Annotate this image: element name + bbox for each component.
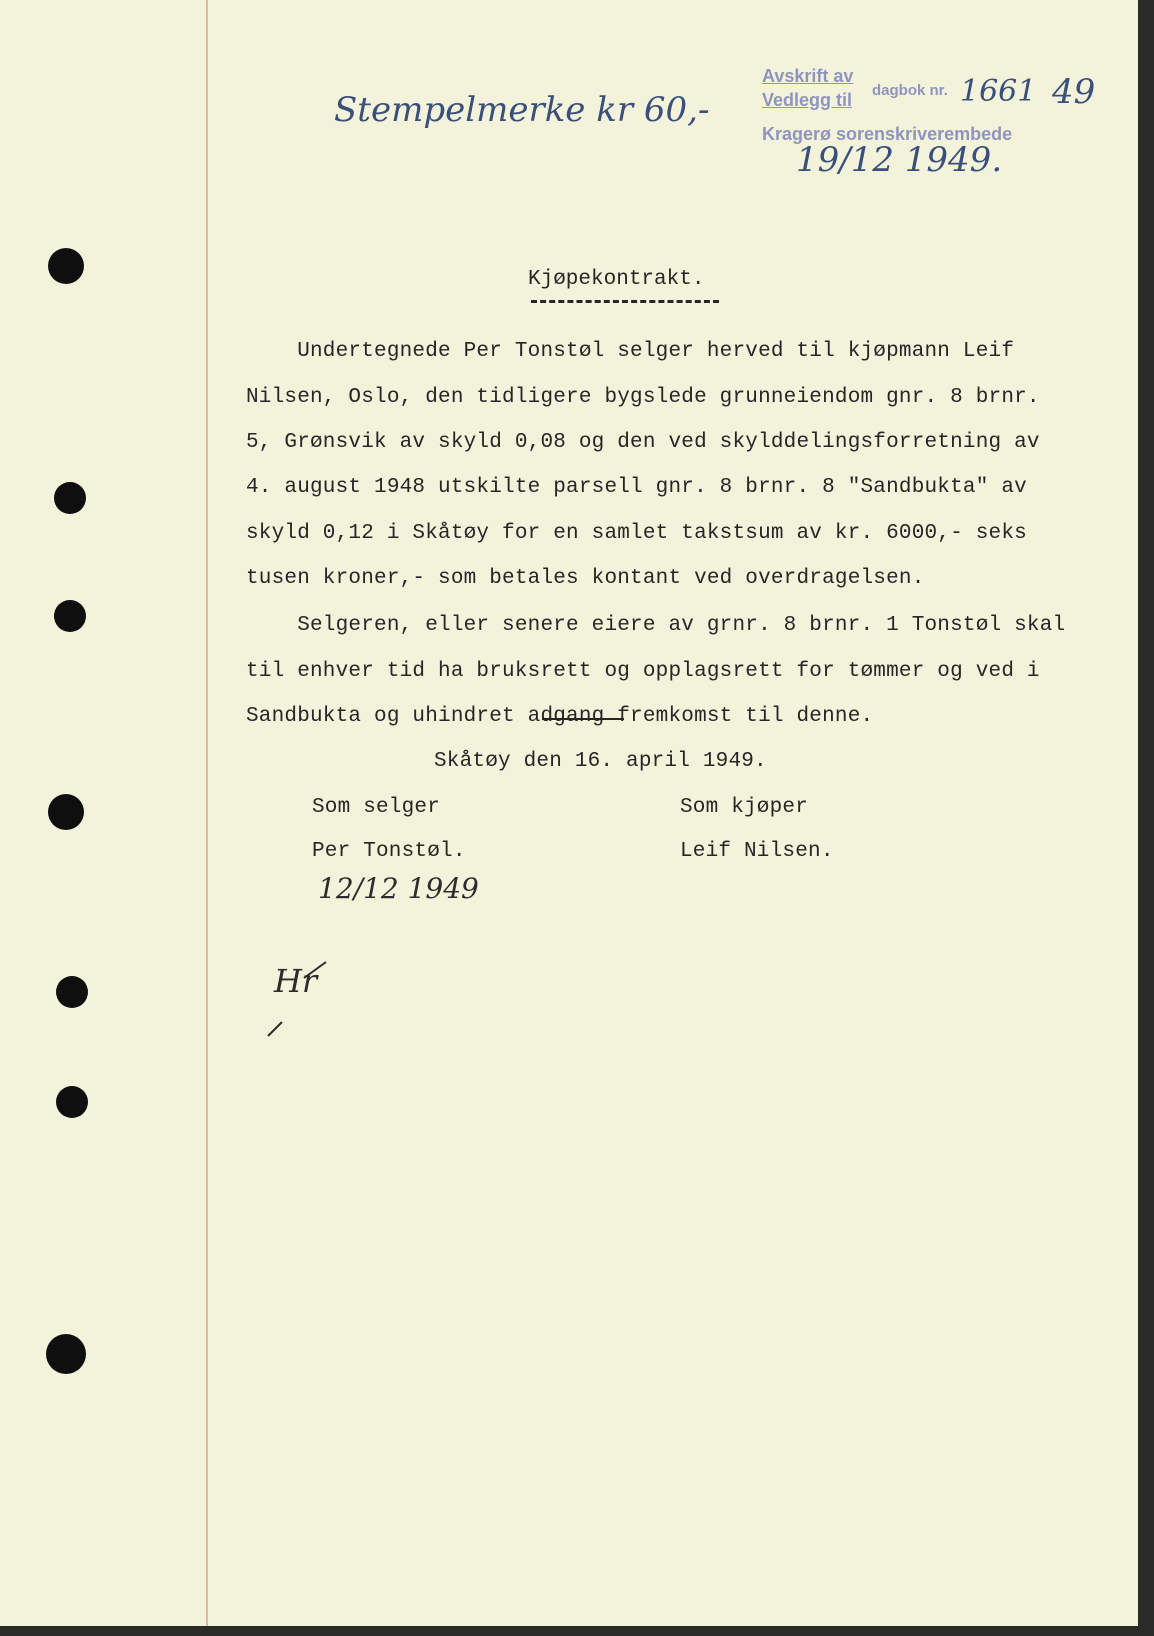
body-line: Selgeren, eller senere eiere av grnr. 8 brnr. 1 Tonstøl skal: [246, 614, 1066, 637]
stamp-line-2: Vedlegg til: [762, 90, 853, 110]
initials-flourish: [264, 958, 344, 1038]
stamp-date: 19/12 1949.: [796, 140, 1003, 180]
stamp-dagbok-label: dagbok nr.: [872, 82, 948, 99]
title-underline: [531, 300, 719, 303]
body-line: 5, Grønsvik av skyld 0,08 og den ved skylddelingsforretning av: [246, 431, 1040, 454]
punch-hole: [56, 1086, 88, 1118]
seller-label: Som selger: [312, 796, 441, 819]
buyer-name: Leif Nilsen.: [680, 840, 834, 863]
body-line: skyld 0,12 i Skåtøy for en samlet takstsum av kr. 6000,- seks: [246, 522, 1027, 545]
margin-line: [206, 0, 208, 1626]
body-line: Sandbukta og uhindret adgang fremkomst til denne.: [246, 705, 874, 728]
buyer-label: Som kjøper: [680, 796, 809, 819]
stamp-line-1: Avskrift av: [762, 66, 854, 86]
initials: Hr: [274, 962, 318, 1000]
handwritten-date: 12/12 1949: [318, 872, 479, 905]
punch-hole: [46, 1334, 86, 1374]
document-title: Kjøpekontrakt.: [528, 268, 705, 291]
punch-hole: [56, 976, 88, 1008]
stamp-dagbok-year: 49: [1052, 72, 1096, 112]
punch-hole: [54, 600, 86, 632]
body-line: 4. august 1948 utskilte parsell gnr. 8 brnr. 8 "Sandbukta" av: [246, 476, 1027, 499]
stamp-line-3: Kragerø sorenskriverembede: [762, 124, 1013, 144]
place-date: Skåtøy den 16. april 1949.: [434, 750, 767, 773]
seller-name: Per Tonstøl.: [312, 840, 466, 863]
strikethrough-mark: [542, 718, 624, 720]
punch-hole: [48, 794, 84, 830]
punch-hole: [48, 248, 84, 284]
header-note: Stempelmerke kr 60,-: [334, 90, 710, 130]
punch-hole: [54, 482, 86, 514]
body-line: tusen kroner,- som betales kontant ved overdragelsen.: [246, 567, 925, 590]
stamp-dagbok-number: 1661: [960, 74, 1037, 109]
body-line: Undertegnede Per Tonstøl selger herved til kjøpmann Leif: [246, 340, 1015, 363]
body-line: Nilsen, Oslo, den tidligere bygslede grunneiendom gnr. 8 brnr.: [246, 386, 1040, 409]
body-line: til enhver tid ha bruksrett og opplagsrett for tømmer og ved i: [246, 660, 1040, 683]
